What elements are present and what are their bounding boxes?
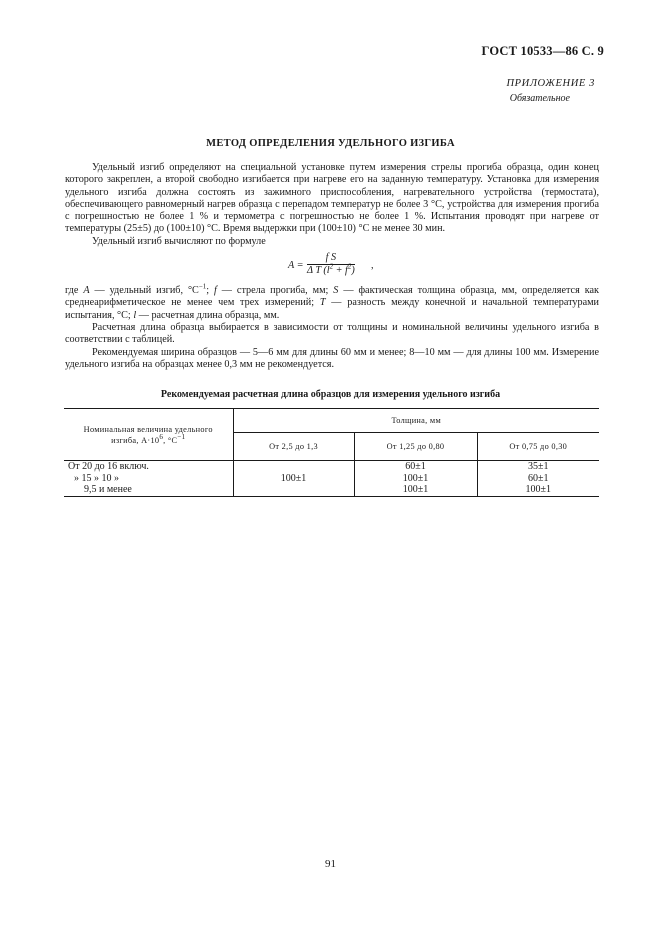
header-thickness: Толщина, мм [233,409,599,433]
paragraph-method: Удельный изгиб определяют на специальной установке путем измерения стрелы прогиба образца, один конец которого закреплен, а второй свободно изгибается при нагреве его на заданную температуру. Установка для измерения удельного изгиба должна состоять из зажимного приспособления, нагревательного устройства (термостата), обеспечивающего равномерный нагрев образца с перепадом температур не более 3 °С, устройства для измерения прогиба с погрешностью не более 1 % и термометра с погрешностью не более 1 %. Испытания проводят при нагреве от температуры (25±5) до (100±10) °С. Время выдержки при (100±10) °С не менее 30 мин. [65,162,599,235]
formula-den-mid: + f [333,265,348,277]
formula-denominator [307,262,355,277]
cell-thickness-1 [233,461,354,497]
table-header-row [64,409,599,433]
cell-thickness-2 [354,461,477,497]
header-nominal-bend [64,409,233,461]
header-text: , °С [163,435,178,445]
formula-numerator: f S [307,252,355,265]
table-title: Рекомендуемая расчетная длина образцов для измерения удельного изгиба [160,389,501,400]
formula-lhs: A = [288,260,304,272]
appendix-status: Обязательное [509,93,570,104]
paragraph-length-selection: Расчетная длина образца выбирается в зависимости от толщины и номинальной величины удельного изгиба в соответствии с таблицей. [65,321,599,346]
paragraph-width-recommendation: Рекомендуемая ширина образцов — 5—6 мм для длины 60 мм и менее; 8—10 мм — для длины 100 мм. Измерение удельного изгиба на образцах менее 0,3 мм не рекомендуется. [65,346,599,370]
cell-value: 100±1 [402,472,429,484]
appendix-label: ПРИЛОЖЕНИЕ 3 [506,78,595,89]
formula-den-tail: ) [351,265,355,277]
cell-value: 100±1 [525,484,551,495]
symbol-l: l [133,309,137,321]
row-label: » 15 » 10 » [74,472,119,484]
row-label: 9,5 и менее [84,484,132,495]
formula-fraction [307,252,355,278]
subheader-thickness-1: От 2,5 до 1,3 [233,433,354,461]
where-text: ; [206,285,215,297]
formula-exp-1: 2 [329,262,334,271]
formula-den-lead: Δ T (l [307,265,330,277]
cell-value: 60±1 [528,472,549,484]
where-text: — фактическая толщина образца, мм, определяется как среднеарифметическое не менее чем трех измерений; [65,285,599,309]
formula-exp-2: 2 [347,262,352,271]
paragraph-variables [65,282,599,322]
symbol-T: T [319,297,326,309]
cell-thickness-3 [477,461,599,497]
table-row [64,461,599,497]
symbol-f: f [214,285,217,297]
where-text: — удельный изгиб, °С [89,285,199,297]
section-title: МЕТОД ОПРЕДЕЛЕНИЯ УДЕЛЬНОГО ИЗГИБА [206,138,455,149]
formula [65,250,599,282]
superscript: 6 [159,432,164,441]
where-text: — разность между конечной и начальной температурами испытания, °С; [65,297,599,321]
symbol-A: A [83,285,90,297]
cell-value: 100±1 [280,472,307,484]
where-text: где [65,285,84,297]
where-text: — стрела прогиба, мм; [216,285,334,297]
symbol-S: S [333,285,339,297]
sample-length-table [64,408,599,497]
page-number: 91 [325,858,336,870]
body-text [65,162,599,371]
row-labels [64,461,233,497]
cell-value: 35±1 [528,461,549,472]
superscript: −1 [177,432,186,441]
paragraph-formula-intro: Удельный изгиб вычисляют по формуле [92,235,266,247]
row-label: От 20 до 16 включ. [68,461,149,472]
cell-value: 100±1 [402,484,429,495]
document-header: ГОСТ 10533—86 С. 9 [481,44,604,58]
subheader-thickness-3: От 0,75 до 0,30 [477,433,599,461]
cell-value: 60±1 [405,461,426,472]
formula-trailing-comma: , [371,260,374,272]
header-text: изгиба, A·10 [111,435,160,445]
subheader-thickness-2: От 1,25 до 0,80 [354,433,477,461]
where-text: — расчетная длина образца, мм. [136,309,280,321]
superscript: −1 [198,282,207,291]
header-text: Номинальная величина удельного [83,424,213,434]
